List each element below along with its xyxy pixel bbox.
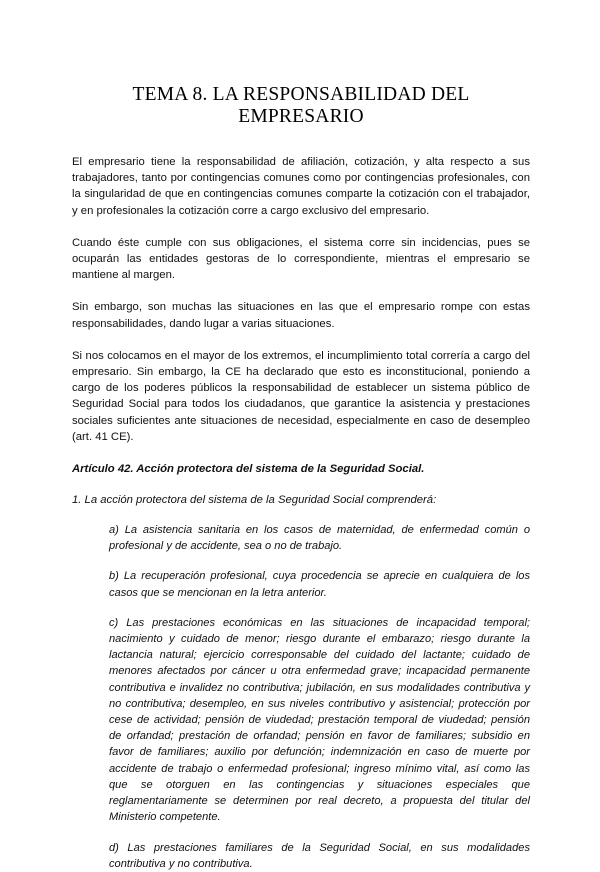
article-intro: 1. La acción protectora del sistema de la Seguridad Social comprenderá: [72, 494, 437, 507]
article-title: Artículo 42. Acción protectora del sistema de la Seguridad Social. [72, 463, 425, 476]
article-item-d: d) Las prestaciones familiares de la Seguridad Social, en sus modalidades contributiva y no contributiva. [109, 841, 530, 870]
paragraph-1: El empresario tiene la responsabilidad de afiliación, cotización, y alta respecto a sus trabajadores, tanto por contingencias comunes como por contingencias profesionales, con la singularidad de que en contingencias comunes comparte la cotización con el trabajador, y en profesionales la cotización corre a cargo exclusivo del empresario. [72, 156, 530, 217]
page-title: TEMA 8. LA RESPONSABILIDAD DEL EMPRESARIO [132, 84, 470, 127]
paragraph-4: Si nos colocamos en el mayor de los extremos, el incumplimiento total correría a cargo del empresario. Sin embargo, la CE ha declarado que esto es inconstitucional, poniendo a cargo de los poderes públicos la responsabilidad de establecer un sistema público de Seguridad Social para todos los ciudadanos, que garantice la asistencia y prestaciones sociales suficientes ante situaciones de necesidad, especialmente en caso de desempleo (art. 41 CE). [72, 349, 530, 443]
paragraph-2: Cuando éste cumple con sus obligaciones, el sistema corre sin incidencias, pues se ocuparán las entidades gestoras de lo correspondiente, mientras el empresario se mantiene al margen. [72, 236, 530, 282]
article-items [72, 522, 530, 872]
paragraph-3: Sin embargo, son muchas las situaciones en las que el empresario rompe con estas responsabilidades, dando lugar a varias situaciones. [72, 301, 530, 330]
article-item-a: a) La asistencia sanitaria en los casos de maternidad, de enfermedad común o profesional y de accidente, sea o no de trabajo. [109, 524, 530, 553]
article-item-b: b) La recuperación profesional, cuya procedencia se aprecie en cualquiera de los casos que se mencionan en la letra anterior. [109, 570, 530, 599]
article-item-c: c) Las prestaciones económicas en las situaciones de incapacidad temporal; nacimiento y cuidado de menor; riesgo durante el embarazo; riesgo durante la lactancia natural; ejercicio corresponsable del cuidado del lactante; cuidado de menores afectados por cáncer u otra enfermedad grave; incapacidad permanente contributiva e invalidez no contributiva; jubilación, en sus modalidades contributiva y no contributiva; desempleo, en sus niveles contributivo y asistencial; protección por cese de actividad; pensión de viudedad; prestación temporal de viudedad; pensión de orfandad; prestación de orfandad; pensión en favor de familiares; subsidio en favor de familiares; auxilio por defunción; indemnización en caso de muerte por accidente de trabajo o enfermedad profesional; ingreso mínimo vital, así como las que se otorguen en las contingencias y situaciones especiales que reglamentariamente se determinen por real decreto, a propuesta del titular del Ministerio competente. [109, 616, 530, 824]
